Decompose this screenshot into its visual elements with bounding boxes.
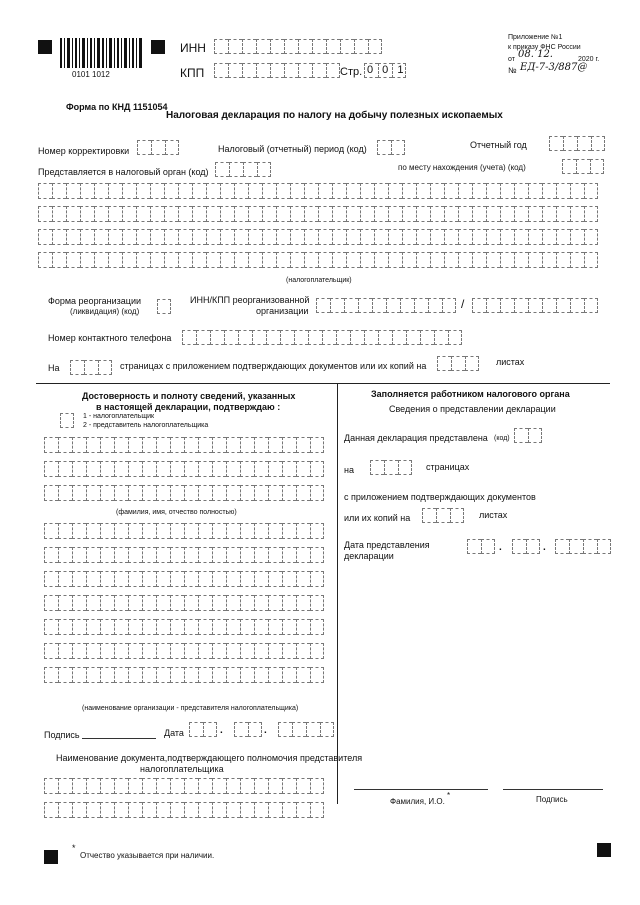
sign-date-month[interactable] — [234, 722, 262, 737]
correction-label: Номер корректировки — [38, 146, 130, 156]
inn-field[interactable] — [214, 39, 382, 54]
code-label: (код) — [494, 435, 510, 442]
submitted-code-field[interactable] — [514, 428, 542, 443]
appendix-ot: от — [508, 56, 515, 63]
copies-label: или их копий на — [344, 513, 411, 523]
right-pages-field[interactable] — [370, 460, 412, 475]
appendix-number-hand: ЕД-7-3/887@ — [520, 62, 588, 73]
grid-row[interactable] — [44, 595, 324, 611]
left-title2: в настоящей декларации, подтверждаю : — [96, 402, 281, 412]
right-date-label1: Дата представления — [344, 540, 430, 550]
sign-date-day[interactable] — [189, 722, 217, 737]
page-label: Стр. — [340, 66, 363, 78]
appendix-no: № — [508, 66, 517, 75]
grid-row[interactable] — [38, 183, 598, 199]
right-date-dot-1: . — [499, 542, 502, 553]
appendix-line1: Приложение №1 — [508, 34, 563, 41]
date-dot-2: . — [264, 725, 267, 736]
period-field[interactable] — [377, 140, 405, 155]
barcode-number: 0101 1012 — [72, 70, 110, 79]
inspector-sign-label: Подпись — [536, 795, 568, 804]
reorg-kpp-field[interactable] — [472, 298, 598, 313]
footnote-text: Отчество указывается при наличии. — [80, 851, 215, 860]
doc-label1: Наименование документа,подтверждающего полномочия представителя — [56, 753, 363, 763]
right-on-label: на — [344, 465, 354, 475]
year-field[interactable] — [549, 136, 605, 151]
inspector-sign-line[interactable] — [503, 789, 603, 790]
date-dot-1: . — [220, 725, 223, 736]
grid-row[interactable] — [44, 802, 324, 818]
appendix-date-hand: 08. 12. — [518, 49, 553, 60]
reorg-form-label1: Форма реорганизации — [48, 296, 141, 306]
reorg-slash: / — [461, 297, 465, 311]
year-label: Отчетный год — [470, 140, 527, 150]
fio-caption: (фамилия, имя, отчество полностью) — [116, 509, 237, 516]
corner-marker-top-left — [38, 40, 52, 54]
location-label: по месту нахождения (учета) (код) — [398, 163, 526, 172]
horizontal-separator — [36, 383, 610, 384]
inspector-fio-line[interactable] — [354, 789, 488, 790]
appendix-line2: к приказу ФНС России — [508, 44, 581, 51]
reorg-form-label2: (ликвидация) (код) — [70, 307, 140, 316]
right-title: Заполняется работником налогового органа — [371, 389, 570, 399]
form-knd: Форма по КНД 1151054 — [66, 102, 168, 112]
taxpayer-caption: (налогоплательщик) — [286, 277, 352, 284]
right-sheets-label: листах — [479, 510, 508, 520]
date-label: Дата — [164, 728, 184, 738]
submitted-label: Данная декларация представлена — [344, 433, 488, 443]
doc-label2: налогоплательщика — [140, 764, 224, 774]
sheets-label: листах — [496, 357, 525, 367]
grid-row[interactable] — [44, 778, 324, 794]
barcode — [60, 38, 144, 68]
sign-label: Подпись — [44, 730, 80, 740]
reorg-inn-label2: организации — [256, 306, 309, 316]
left-title1: Достоверность и полноту сведений, указанных — [82, 391, 296, 401]
corner-marker-bottom-right — [597, 843, 611, 857]
phone-field[interactable] — [182, 330, 462, 345]
correction-field[interactable] — [137, 140, 179, 155]
grid-row[interactable] — [44, 437, 324, 453]
grid-row[interactable] — [38, 252, 598, 268]
kpp-field[interactable] — [214, 63, 340, 78]
grid-row[interactable] — [38, 206, 598, 222]
sign-date-year[interactable] — [278, 722, 334, 737]
tax-authority-label: Представляется в налоговый орган (код) — [38, 167, 209, 177]
grid-row[interactable] — [38, 229, 598, 245]
grid-row[interactable] — [44, 643, 324, 659]
grid-row[interactable] — [44, 619, 324, 635]
grid-row[interactable] — [44, 547, 324, 563]
tax-authority-field[interactable] — [215, 162, 271, 177]
grid-row[interactable] — [44, 461, 324, 477]
sheets-field[interactable] — [437, 356, 479, 371]
org-caption: (наименование организации - представителя налогоплательщика) — [82, 705, 299, 712]
sign-line[interactable] — [82, 738, 156, 739]
page-value: 0 0 1 — [367, 64, 407, 76]
right-sheets-field[interactable] — [422, 508, 464, 523]
appendix-year: 2020 г. — [578, 56, 600, 63]
right-subtitle: Сведения о представлении декларации — [389, 404, 556, 414]
grid-row[interactable] — [44, 523, 324, 539]
form-title: Налоговая декларация по налогу на добычу полезных ископаемых — [166, 110, 503, 121]
reorg-inn-label1: ИНН/КПП реорганизованной — [190, 295, 310, 305]
grid-row[interactable] — [44, 571, 324, 587]
phone-label: Номер контактного телефона — [48, 333, 172, 343]
inspector-fio-star: * — [447, 791, 451, 800]
period-label: Налоговый (отчетный) период (код) — [218, 144, 367, 154]
corner-marker-top-mid — [151, 40, 165, 54]
footnote-star: * — [72, 843, 76, 853]
corner-marker-bottom-left — [44, 850, 58, 864]
vertical-separator — [337, 384, 338, 804]
inspector-fio-label: Фамилия, И.О. — [390, 797, 445, 806]
grid-row[interactable] — [44, 485, 324, 501]
right-date-month[interactable] — [512, 539, 540, 554]
reorg-inn-field[interactable] — [316, 298, 456, 313]
reorg-form-field[interactable] — [157, 299, 171, 314]
signer-type-field[interactable] — [60, 413, 74, 428]
pages-text: страницах с приложением подтверждающих документов или их копий на — [120, 361, 427, 371]
pages-field[interactable] — [70, 360, 112, 375]
right-pages-label: страницах — [426, 462, 470, 472]
kpp-label: КПП — [180, 66, 205, 80]
inn-label: ИНН — [180, 41, 206, 55]
location-field[interactable] — [562, 159, 604, 174]
grid-row[interactable] — [44, 667, 324, 683]
signer-option-2: 2 - представитель налогоплательщика — [83, 422, 209, 429]
right-date-dot-2: . — [543, 542, 546, 553]
right-date-year[interactable] — [555, 539, 611, 554]
right-date-day[interactable] — [467, 539, 495, 554]
signer-option-1: 1 - налогоплательщик — [83, 413, 155, 420]
with-docs-label: с приложением подтверждающих документов — [344, 492, 536, 502]
on-label: На — [48, 363, 60, 373]
right-date-label2: декларации — [344, 551, 394, 561]
